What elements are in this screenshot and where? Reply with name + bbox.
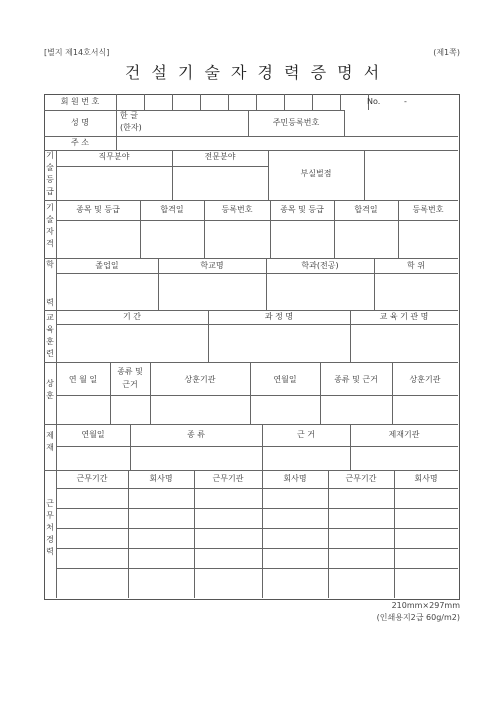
- awards-section-label: 상훈: [46, 379, 54, 400]
- career-company-label-1: 회사명: [149, 474, 173, 483]
- education-section-label-bottom: 력: [46, 298, 54, 307]
- career-company-label-3: 회사명: [414, 474, 438, 483]
- award-org-label-1: 상훈기관: [184, 375, 216, 384]
- sanction-org-label: 제재기관: [388, 430, 420, 439]
- career-company-label-2: 회사명: [283, 474, 307, 483]
- career-section-label: 근무처경력: [46, 499, 54, 556]
- department-label: 학과(전공): [301, 261, 339, 270]
- job-field-label: 직무분야: [98, 152, 130, 161]
- tech-license-section-label: 기술자격: [46, 203, 54, 248]
- number-label: No.: [367, 97, 381, 106]
- career-period-label-3: 근무기간: [345, 474, 377, 483]
- award-type-label-1a: 종류 및: [117, 367, 143, 376]
- form-number: [별지 제14호서식]: [44, 48, 110, 57]
- course-name-label: 과 정 명: [264, 312, 294, 321]
- name-label: 성 명: [71, 118, 89, 127]
- hangul-label: 한 글: [120, 111, 138, 120]
- award-date-label-2: 연월일: [273, 375, 297, 384]
- form-frame: [44, 94, 460, 600]
- license-type-grade-1: 종목 및 등급: [76, 205, 120, 214]
- sanction-type-label: 종 류: [187, 430, 205, 439]
- page-indicator: (제1쪽): [433, 48, 460, 57]
- violation-points-label: 부실벌점: [300, 169, 332, 178]
- certificate-form: [44, 94, 460, 600]
- license-type-grade-2: 종목 및 등급: [280, 205, 324, 214]
- sanction-date-label: 연월일: [81, 430, 105, 439]
- award-type-label-1b: 근거: [122, 380, 138, 389]
- page-title: 건 설 기 술 자 경 력 증 명 서: [124, 63, 380, 82]
- resident-number-label: 주민등록번호: [272, 118, 320, 127]
- license-reg-number-2: 등록번호: [412, 205, 444, 214]
- graduation-date-label: 졸업일: [95, 261, 119, 270]
- member-number-label: 회 원 번 호: [60, 97, 100, 106]
- paper-size: 210mm×297mm: [391, 601, 460, 610]
- sanction-basis-label: 근 거: [297, 430, 315, 439]
- tech-grade-section-label: 기술등급: [46, 151, 54, 196]
- hanja-label: (한자): [120, 123, 142, 132]
- school-name-label: 학교명: [200, 261, 224, 270]
- paper-type: (인쇄용지2급 60g/m2): [376, 613, 460, 622]
- specialty-field-label: 전문분야: [204, 152, 236, 161]
- award-date-label-1: 연 월 일: [68, 375, 98, 384]
- degree-label: 학 위: [407, 261, 425, 270]
- license-pass-date-1: 합격일: [160, 205, 184, 214]
- education-section-label-top: 학: [46, 260, 54, 269]
- institution-label: 교 육 기 관 명: [379, 312, 429, 321]
- career-period-label-1: 근무기간: [76, 474, 108, 483]
- sanctions-section-label: 제재: [46, 431, 54, 452]
- number-dash: -: [404, 97, 407, 106]
- training-section-label: 교육훈련: [46, 313, 54, 358]
- training-period-label: 기 간: [123, 312, 141, 321]
- career-period-label-2: 근무기관: [212, 474, 244, 483]
- license-pass-date-2: 합격일: [354, 205, 378, 214]
- address-label: 주 소: [71, 138, 89, 147]
- award-org-label-2: 상훈기관: [409, 375, 441, 384]
- license-reg-number-1: 등록번호: [221, 205, 253, 214]
- award-type-label-2: 종류 및 근거: [334, 375, 378, 384]
